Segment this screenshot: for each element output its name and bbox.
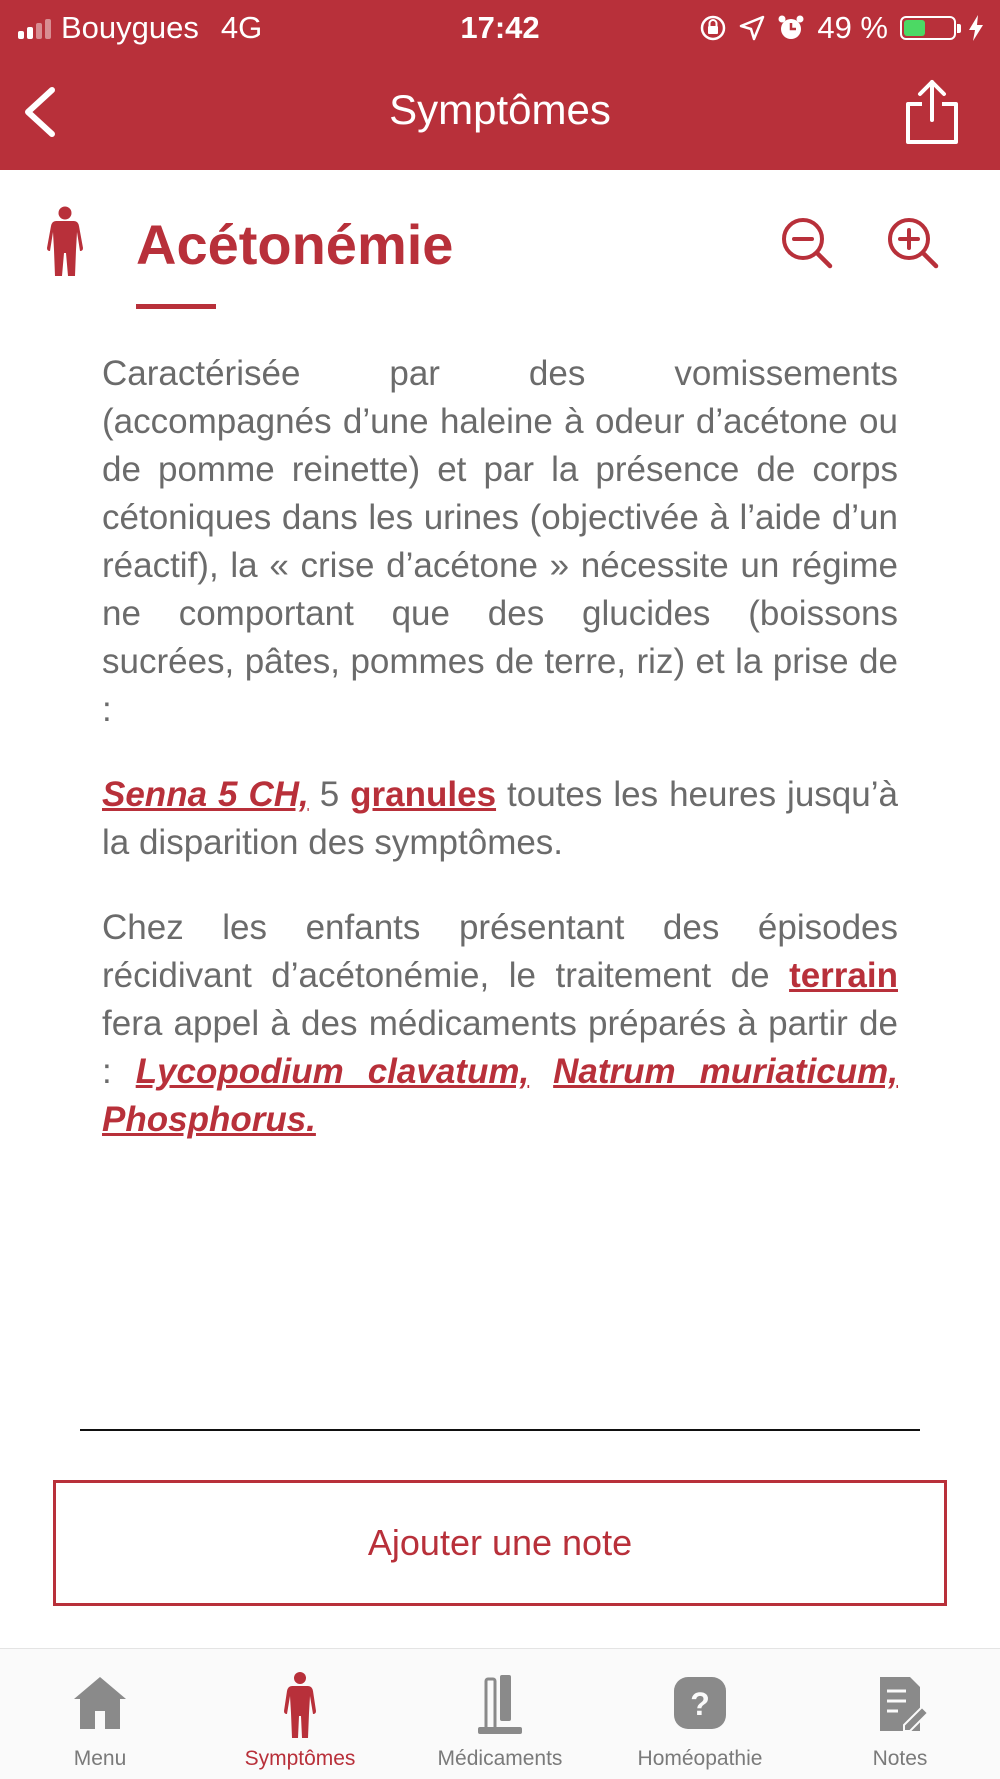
zoom-in-icon[interactable]	[886, 216, 940, 270]
dose-text: 5	[308, 775, 351, 814]
tab-bar	[0, 1648, 1000, 1779]
article-body	[102, 350, 898, 1181]
zoom-out-icon[interactable]	[780, 216, 834, 270]
alarm-icon	[777, 14, 805, 42]
terrain-text-2: fera appel à des médicaments préparés à partir de :	[102, 1004, 898, 1091]
paragraph-terrain	[102, 904, 898, 1144]
tab-label: Notes	[872, 1747, 928, 1770]
add-note-button[interactable]: Ajouter une note	[53, 1480, 947, 1606]
page-title: Acétonémie	[136, 213, 454, 276]
home-icon	[70, 1671, 130, 1739]
carrier-label: Bouygues	[61, 10, 199, 45]
treatment-text: toutes les heures jusqu’à la disparition des symptômes.	[102, 775, 898, 862]
tab-label: Médicaments	[437, 1747, 563, 1770]
title-underline	[136, 304, 216, 309]
header	[0, 0, 1000, 170]
paragraph-intro: Caractérisée par des vomissements (accompagnés d’une haleine à odeur d’acétone ou de pomme reinette) et par la présence de corps cétoniques dans les urines (objectivée à l’aide d’un réactif), la « crise d’acétone » nécessite un régime ne comportant que des glucides (boissons sucrées, pâtes, pommes de terre, riz) et la prise de :	[102, 354, 898, 729]
glossary-link-granules[interactable]: granules	[350, 775, 497, 814]
tab-symptomes[interactable]	[200, 1649, 400, 1779]
share-icon[interactable]	[904, 78, 960, 146]
tab-menu[interactable]	[0, 1649, 200, 1779]
nav-title: Symptômes	[389, 86, 611, 133]
paragraph-treatment	[102, 771, 898, 867]
clock: 17:42	[460, 10, 540, 45]
question-icon	[670, 1671, 730, 1739]
tab-homeopathie[interactable]	[600, 1649, 800, 1779]
terrain-text: Chez les enfants présentant des épisodes récidivant d’acétonémie, le traitement de	[102, 908, 898, 995]
medication-link-natrum[interactable]: Natrum muriaticum,	[553, 1052, 898, 1091]
notes-icon	[870, 1671, 930, 1739]
tab-label: Homéopathie	[637, 1747, 763, 1770]
tab-medicaments[interactable]	[400, 1649, 600, 1779]
orientation-lock-icon	[699, 14, 727, 42]
status-right	[699, 10, 984, 46]
battery-percent: 49 %	[817, 10, 888, 45]
body-icon	[42, 206, 88, 278]
tab-notes[interactable]	[800, 1649, 1000, 1779]
glossary-link-terrain[interactable]: terrain	[789, 956, 898, 995]
battery-level	[904, 20, 925, 36]
tab-label: Menu	[73, 1747, 127, 1770]
body-icon	[270, 1671, 330, 1739]
medication-link-lycopodium[interactable]: Lycopodium clavatum,	[135, 1052, 530, 1091]
medication-link-senna[interactable]: Senna 5 CH,	[102, 775, 309, 814]
network-label: 4G	[220, 10, 263, 45]
vials-icon	[470, 1671, 530, 1739]
tab-label: Symptômes	[244, 1747, 356, 1770]
status-bar	[0, 0, 1000, 56]
divider	[80, 1429, 920, 1431]
medication-link-phosphorus[interactable]: Phosphorus.	[102, 1100, 316, 1139]
svg-text:?: ?	[690, 1686, 710, 1722]
battery-icon	[900, 16, 956, 40]
charging-icon	[968, 15, 984, 41]
location-icon	[739, 15, 765, 41]
